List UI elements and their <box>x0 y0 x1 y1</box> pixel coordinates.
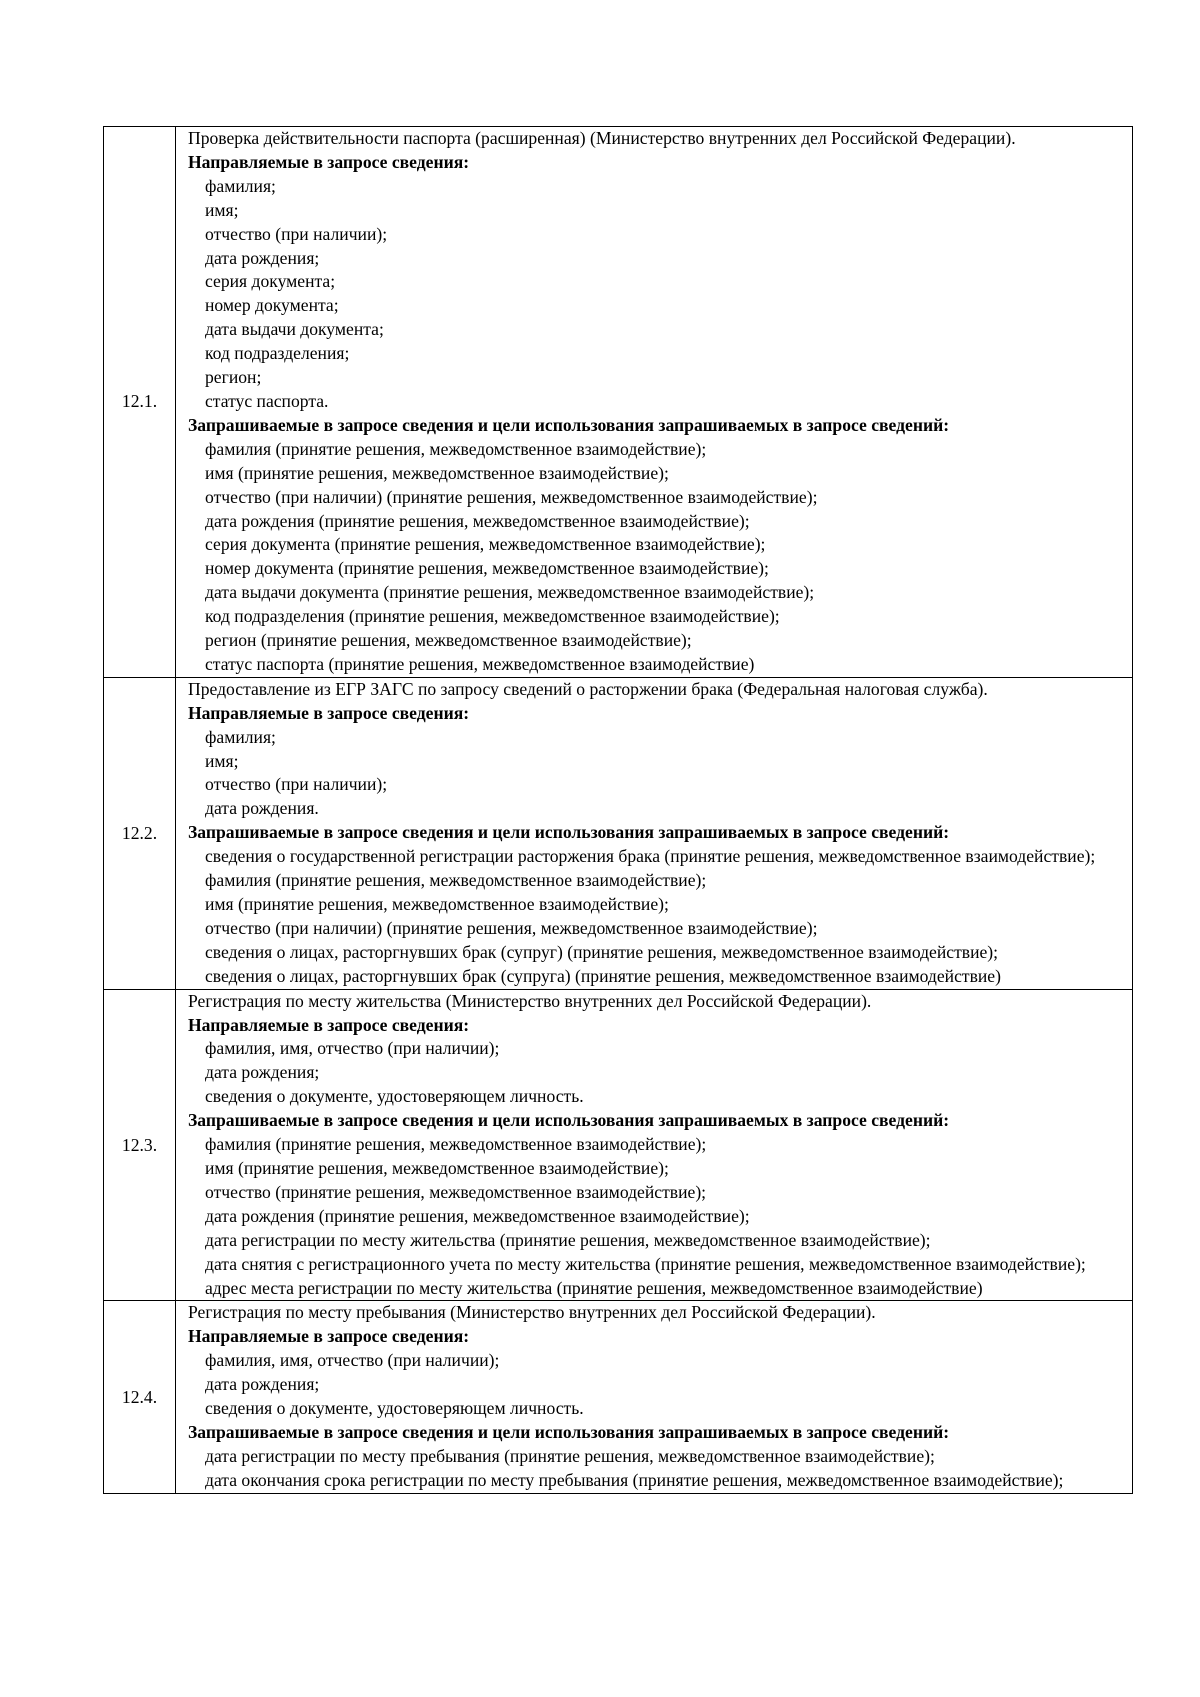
requested-item: дата выдачи документа (принятие решения, межведомственное взаимодействие); <box>205 582 815 603</box>
table-row <box>104 989 1133 1301</box>
row-number: 12.2. <box>104 677 176 989</box>
requested-item: отчество (при наличии) (принятие решения, межведомственное взаимодействие); <box>205 486 818 507</box>
sent-item: регион; <box>205 367 262 388</box>
sent-item: статус паспорта. <box>205 390 329 411</box>
service-title: Регистрация по месту пребывания (Министерство внутренних дел Российской Федерации). <box>188 1302 876 1323</box>
sent-heading: Направляемые в запросе сведения: <box>188 702 470 723</box>
sent-item: фамилия, имя, отчество (при наличии); <box>205 1038 500 1059</box>
requested-item: отчество (при наличии) (принятие решения, межведомственное взаимодействие); <box>205 917 818 938</box>
sent-item: имя; <box>205 750 239 771</box>
row-number: 12.1. <box>104 127 176 678</box>
requested-item: дата регистрации по месту пребывания (принятие решения, межведомственное взаимодействие); <box>205 1445 935 1466</box>
requested-item: имя (принятие решения, межведомственное взаимодействие); <box>205 894 669 914</box>
sent-item: код подразделения; <box>205 343 350 364</box>
requested-item: дата рождения (принятие решения, межведомственное взаимодействие); <box>205 510 750 531</box>
sent-item: отчество (при наличии); <box>205 774 388 795</box>
requested-heading: Запрашиваемые в запросе сведения и цели использования запрашиваемых в запросе сведений: <box>188 1110 950 1131</box>
sent-item: сведения о документе, удостоверяющем личность. <box>205 1398 584 1419</box>
sent-item: дата рождения. <box>205 798 319 819</box>
requested-item: код подразделения (принятие решения, межведомственное взаимодействие); <box>205 606 780 627</box>
requested-item: дата окончания срока регистрации по месту пребывания (принятие решения, межведомственное взаимодействие); <box>205 1469 1064 1490</box>
requested-item: фамилия (принятие решения, межведомственное взаимодействие); <box>205 1134 707 1155</box>
requested-item: дата снятия с регистрационного учета по месту жительства (принятие решения, межведомственное взаимодействие); <box>205 1253 1086 1274</box>
sent-item: отчество (при наличии); <box>205 223 388 244</box>
requested-item: дата регистрации по месту жительства (принятие решения, межведомственное взаимодействие); <box>205 1229 931 1250</box>
row-number: 12.4. <box>104 1301 176 1493</box>
requested-item: имя (принятие решения, межведомственное взаимодействие); <box>205 462 669 483</box>
sent-item: дата рождения; <box>205 1374 320 1395</box>
requested-item: дата рождения (принятие решения, межведомственное взаимодействие); <box>205 1205 750 1226</box>
requested-item: сведения о лицах, расторгнувших брак (супруга) (принятие решения, межведомственное взаимодействие) <box>205 965 1001 986</box>
service-title: Проверка действительности паспорта (расширенная) (Министерство внутренних дел Российской Федерации). <box>188 128 1016 148</box>
requested-item: статус паспорта (принятие решения, межведомственное взаимодействие) <box>205 653 755 674</box>
table-row <box>104 1301 1133 1493</box>
table-row <box>104 677 1133 989</box>
requested-item: сведения о лицах, расторгнувших брак (супруг) (принятие решения, межведомственное взаимодействие); <box>205 941 999 962</box>
requested-item: фамилия (принятие решения, межведомственное взаимодействие); <box>205 438 707 459</box>
sent-heading: Направляемые в запросе сведения: <box>188 1326 470 1347</box>
sent-item: номер документа; <box>205 295 339 316</box>
requested-item: адрес места регистрации по месту жительства (принятие решения, межведомственное взаимодействие) <box>205 1277 983 1298</box>
row-content <box>176 1301 1133 1493</box>
requested-item: отчество (принятие решения, межведомственное взаимодействие); <box>205 1181 707 1202</box>
services-table-body <box>104 127 1133 1494</box>
requested-item: номер документа (принятие решения, межведомственное взаимодействие); <box>205 558 769 579</box>
service-title: Предоставление из ЕГР ЗАГС по запросу сведений о расторжении брака (Федеральная налоговая служба). <box>188 678 988 699</box>
requested-item: имя (принятие решения, межведомственное взаимодействие); <box>205 1157 669 1178</box>
sent-item: дата рождения; <box>205 247 320 268</box>
table-row <box>104 127 1133 678</box>
sent-item: фамилия, имя, отчество (при наличии); <box>205 1350 500 1371</box>
row-content <box>176 677 1133 989</box>
sent-item: дата выдачи документа; <box>205 319 384 340</box>
row-content <box>176 989 1133 1301</box>
requested-heading: Запрашиваемые в запросе сведения и цели использования запрашиваемых в запросе сведений: <box>188 822 950 843</box>
service-title: Регистрация по месту жительства (Министерство внутренних дел Российской Федерации). <box>188 990 872 1011</box>
sent-heading: Направляемые в запросе сведения: <box>188 151 470 172</box>
sent-item: серия документа; <box>205 271 336 292</box>
sent-heading: Направляемые в запросе сведения: <box>188 1014 470 1035</box>
requested-item: регион (принятие решения, межведомственное взаимодействие); <box>205 630 692 651</box>
requested-item: фамилия (принятие решения, межведомственное взаимодействие); <box>205 870 707 891</box>
sent-item: фамилия; <box>205 726 276 747</box>
sent-item: дата рождения; <box>205 1062 320 1083</box>
requested-heading: Запрашиваемые в запросе сведения и цели использования запрашиваемых в запросе сведений: <box>188 1421 950 1442</box>
requested-item: серия документа (принятие решения, межведомственное взаимодействие); <box>205 534 766 555</box>
sent-item: сведения о документе, удостоверяющем личность. <box>205 1086 584 1107</box>
services-table <box>103 126 1133 1494</box>
sent-item: фамилия; <box>205 175 276 196</box>
requested-heading: Запрашиваемые в запросе сведения и цели использования запрашиваемых в запросе сведений: <box>188 414 950 435</box>
sent-item: имя; <box>205 199 239 220</box>
row-number: 12.3. <box>104 989 176 1301</box>
requested-item: сведения о государственной регистрации расторжения брака (принятие решения, межведомственное взаимодействие); <box>205 846 1096 867</box>
row-content <box>176 127 1133 678</box>
